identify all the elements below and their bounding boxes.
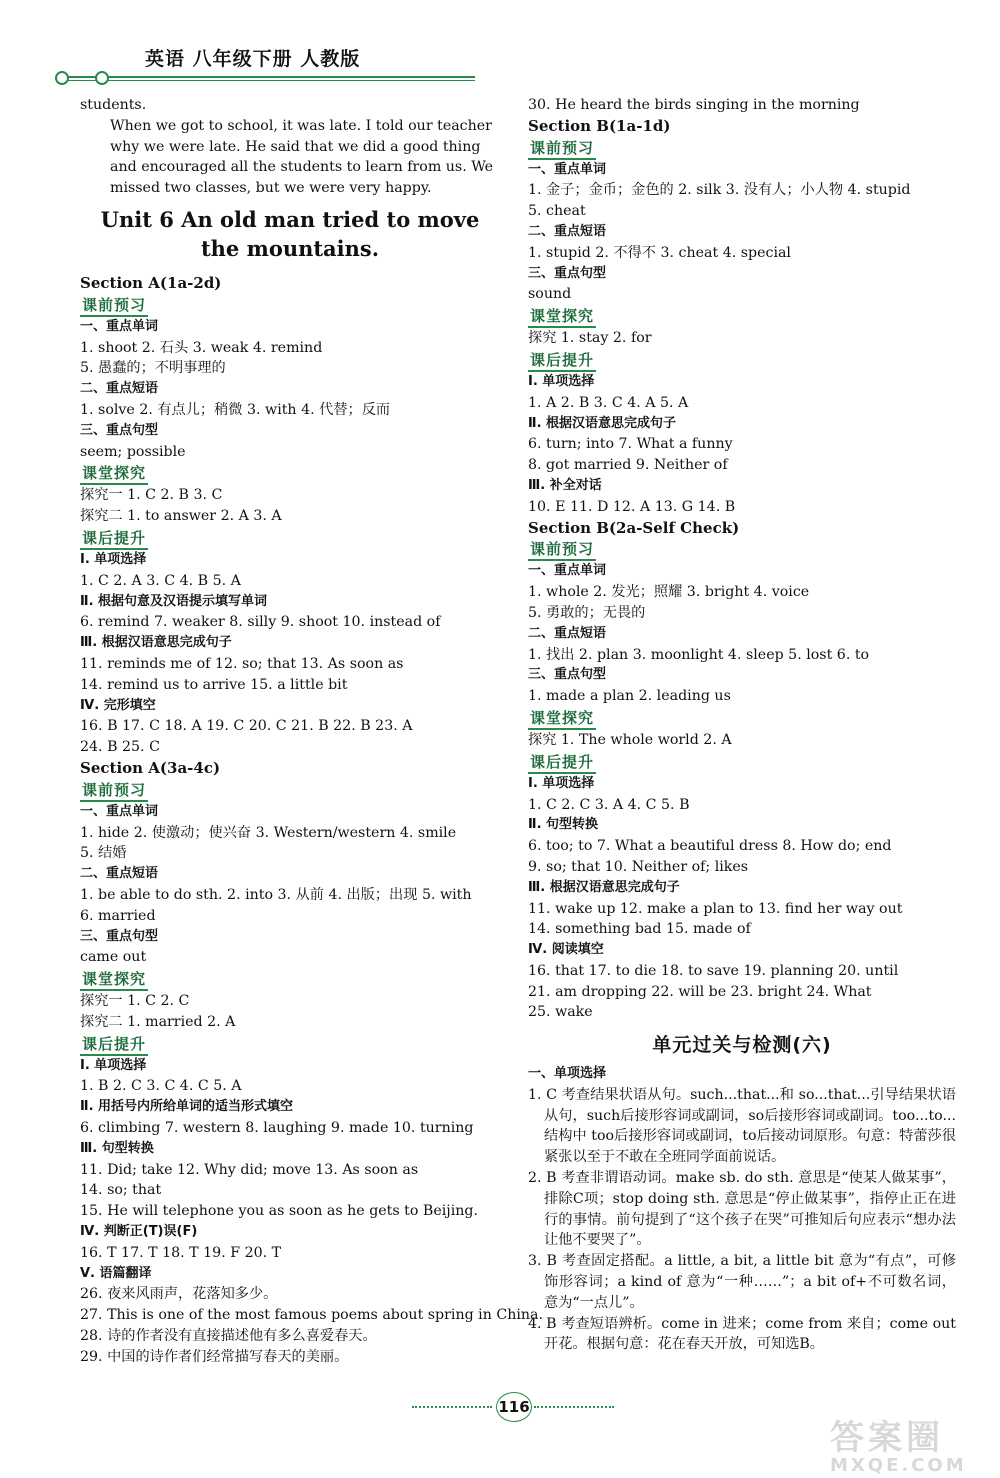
text-line: 10. E 11. D 12. A 13. G 14. B xyxy=(528,498,736,515)
section-tag: 课后提升 xyxy=(80,1035,148,1056)
paragraph: When we got to school, it was late. I told our teacher why we were late. He said that we did a good thing and encouraged all the students to learn from us. We missed two classes, but we were very happy. xyxy=(110,117,494,197)
text-line: 1. A 2. B 3. C 4. A 5. A xyxy=(528,394,689,411)
sub-heading: 一、重点单词 xyxy=(80,318,159,334)
text-line: 28. 诗的作者没有直接描述他有多么喜爱春天。 xyxy=(80,1328,377,1345)
text-line: 5. cheat xyxy=(528,203,586,220)
sub-heading: Ⅱ. 根据句意及汉语提示填写单词 xyxy=(80,593,268,609)
text-line: 探究一 1. C 2. C xyxy=(80,993,190,1010)
text-line: 1. stupid 2. 不得不 3. cheat 4. special xyxy=(528,244,791,261)
sub-heading: 二、重点短语 xyxy=(528,223,607,239)
text-line: 14. so; that xyxy=(80,1182,162,1199)
text-line: 30. He heard the birds singing in the morning xyxy=(528,97,860,113)
dots-left xyxy=(412,1406,492,1408)
sub-heading: Ⅳ. 阅读填空 xyxy=(528,942,604,958)
section-tag: 课前预习 xyxy=(80,296,148,317)
text-line: 探究一 1. C 2. B 3. C xyxy=(80,487,223,504)
tag-row xyxy=(528,349,956,372)
text-line: 1. 找出 2. plan 3. moonlight 4. sleep 5. lost 6. to xyxy=(528,646,870,663)
sub-heading: Ⅰ. 单项选择 xyxy=(80,551,147,567)
section-tag: 课后提升 xyxy=(528,351,596,372)
text-line: 6. too; to 7. What a beautiful dress 8. How do; end xyxy=(528,838,892,855)
text-line: came out xyxy=(80,949,147,966)
watermark-top: 答案圈 xyxy=(830,1418,944,1458)
text-line: 16. T 17. T 18. T 19. F 20. T xyxy=(80,1244,282,1261)
page-header xyxy=(55,44,475,90)
tag-row xyxy=(80,462,500,485)
sub-heading: Ⅰ. 单项选择 xyxy=(528,775,595,791)
text-line: students. xyxy=(80,97,147,113)
section-tag: 课前预习 xyxy=(528,540,596,561)
section-tag: 课后提升 xyxy=(528,753,596,774)
text-line: 24. B 25. C xyxy=(80,739,160,756)
sub-heading: Ⅲ. 句型转换 xyxy=(80,1140,154,1156)
text-line: 1. solve 2. 有点儿；稍微 3. with 4. 代替；反而 xyxy=(80,401,391,418)
page-number-badge xyxy=(412,1390,612,1426)
sub-heading: Ⅱ. 根据汉语意思完成句子 xyxy=(528,415,677,431)
text-line: 1. be able to do sth. 2. into 3. 从前 4. 出版；出现 5. with xyxy=(80,886,472,903)
tag-row xyxy=(528,137,956,160)
sub-heading: 二、重点短语 xyxy=(528,625,607,641)
section-heading: Section A(1a-2d) xyxy=(80,273,222,292)
text-line: 6. climbing 7. western 8. laughing 9. made 10. turning xyxy=(80,1120,474,1137)
sub-heading: 三、重点句型 xyxy=(528,667,607,683)
section-tag: 课堂探究 xyxy=(80,970,148,991)
text-line: 11. wake up 12. make a plan to 13. find her way out xyxy=(528,900,903,917)
tag-row xyxy=(80,968,500,991)
sub-heading: Ⅰ. 单项选择 xyxy=(80,1057,147,1073)
tag-row xyxy=(528,538,956,561)
text-line: 6. remind 7. weaker 8. silly 9. shoot 10. instead of xyxy=(80,614,441,631)
section-heading: Section B(2a-Self Check) xyxy=(528,518,740,537)
answer-explanation: 1. C 考查结果状语从句。such...that...和 so...that...引导结果状语从句，such后接形容词或副词，so后接形容词或副词。too...to...结构中 too后接形容词或副词，to后接动词原形。句意：特蕾莎很紧张以至于不敢在全班同学面前说话。 xyxy=(528,1086,956,1166)
tag-row xyxy=(80,527,500,550)
text-line: sound xyxy=(528,286,572,303)
tag-row xyxy=(528,707,956,730)
header-title: 英语 八年级下册 人教版 xyxy=(145,48,361,70)
sub-heading: 一、单项选择 xyxy=(528,1066,607,1082)
dots-right xyxy=(534,1406,614,1408)
left-column xyxy=(80,95,544,1368)
section-tag: 课堂探究 xyxy=(528,709,596,730)
text-line: 1. whole 2. 发光；照耀 3. bright 4. voice xyxy=(528,584,810,601)
section-heading: Section A(3a-4c) xyxy=(80,758,221,777)
section-tag: 课堂探究 xyxy=(80,464,148,485)
watermark-bottom: MXQE.COM xyxy=(830,1455,967,1476)
sub-heading: Ⅱ. 用括号内所给单词的适当形式填空 xyxy=(80,1099,294,1115)
text-line: 6. turn; into 7. What a funny xyxy=(528,436,733,453)
sub-heading: 三、重点句型 xyxy=(528,265,607,281)
unit-test-title: 单元过关与检测(六) xyxy=(652,1034,832,1057)
section-heading: Section B(1a-1d) xyxy=(528,116,671,135)
tag-row xyxy=(528,305,956,328)
page-number: 116 xyxy=(496,1392,532,1422)
text-line: seem; possible xyxy=(80,443,186,460)
text-line: 5. 勇敢的；无畏的 xyxy=(528,604,646,621)
text-line: 25. wake xyxy=(528,1004,593,1021)
header-circle-icon xyxy=(55,71,69,85)
answer-explanation: 3. B 考查固定搭配。a little, a bit, a little bit 意为“有点”，可修饰形容词；a kind of 意为“一种……”；a bit of+不可数名词，意为“一点儿”。 xyxy=(528,1253,956,1311)
text-line: 1. hide 2. 使激动；使兴奋 3. Western/western 4. smile xyxy=(80,824,457,841)
text-line: 5. 结婚 xyxy=(80,845,127,862)
text-line: 探究 1. The whole world 2. A xyxy=(528,731,732,748)
header-rule-thin xyxy=(65,80,475,81)
sub-heading: Ⅳ. 完形填空 xyxy=(80,697,156,713)
section-tag: 课后提升 xyxy=(80,529,148,550)
sub-heading: Ⅲ. 根据汉语意思完成句子 xyxy=(528,879,680,895)
sub-heading: 一、重点单词 xyxy=(80,803,159,819)
text-line: 6. married xyxy=(80,907,156,924)
text-line: 探究 1. stay 2. for xyxy=(528,330,652,347)
text-line: 27. This is one of the most famous poems about spring in China. xyxy=(80,1307,544,1324)
text-line: 5. 愚蠢的；不明事理的 xyxy=(80,360,226,377)
section-tag: 课堂探究 xyxy=(528,307,596,328)
text-line: 16. that 17. to die 18. to save 19. planning 20. until xyxy=(528,962,899,979)
text-line: 1. 金子；金币；金色的 2. silk 3. 没有人；小人物 4. stupid xyxy=(528,182,911,199)
answer-explanation: 2. B 考查非谓语动词。make sb. do sth. 意思是“使某人做某事”，排除C项；stop doing sth. 意思是“停止做某事”，指停止正在进行的事情。前句提到了“这个孩子在哭”可推知后句应表示“想办法让他不要哭了”。 xyxy=(528,1170,956,1249)
sub-heading: Ⅰ. 单项选择 xyxy=(528,373,595,389)
answer-explanation: 4. B 考查短语辨析。come in 进来；come from 来自；come out 开花。根据句意：花在春天开放，可知选B。 xyxy=(528,1315,956,1353)
text-line: 29. 中国的诗作者们经常描写春天的美丽。 xyxy=(80,1348,349,1365)
text-line: 8. got married 9. Neither of xyxy=(528,457,728,474)
sub-heading: 一、重点单词 xyxy=(528,161,607,177)
sub-heading: 二、重点短语 xyxy=(80,866,159,882)
section-tag: 课前预习 xyxy=(528,139,596,160)
sub-heading: 三、重点句型 xyxy=(80,928,159,944)
text-line: 1. C 2. A 3. C 4. B 5. A xyxy=(80,572,241,589)
text-line: 14. something bad 15. made of xyxy=(528,921,751,938)
section-tag: 课前预习 xyxy=(80,781,148,802)
tag-row xyxy=(80,1033,500,1056)
sub-heading: Ⅲ. 补全对话 xyxy=(528,477,602,493)
sub-heading: Ⅳ. 判断正(T)误(F) xyxy=(80,1224,198,1240)
watermark-logo xyxy=(830,1410,990,1476)
text-line: 14. remind us to arrive 15. a little bit xyxy=(80,676,348,693)
right-column xyxy=(528,95,956,1355)
sub-heading: Ⅱ. 句型转换 xyxy=(528,817,599,833)
tag-row xyxy=(80,294,500,317)
header-rule xyxy=(65,76,475,78)
sub-heading: 一、重点单词 xyxy=(528,563,607,579)
text-line: 1. C 2. C 3. A 4. C 5. B xyxy=(528,796,690,813)
sub-heading: 二、重点短语 xyxy=(80,381,159,397)
tag-row xyxy=(80,779,500,802)
text-line: 1. made a plan 2. leading us xyxy=(528,688,731,705)
text-line: 16. B 17. C 18. A 19. C 20. C 21. B 22. B 23. A xyxy=(80,718,413,735)
text-line: 1. B 2. C 3. C 4. C 5. A xyxy=(80,1078,242,1095)
header-circle-icon xyxy=(95,71,109,85)
sub-heading: Ⅴ. 语篇翻译 xyxy=(80,1265,152,1281)
unit-title: Unit 6 An old man tried to move the mountains. xyxy=(100,206,480,261)
text-line: 26. 夜来风雨声，花落知多少。 xyxy=(80,1286,278,1303)
text-line: 探究二 1. to answer 2. A 3. A xyxy=(80,508,282,525)
text-line: 21. am dropping 22. will be 23. bright 24. What xyxy=(528,983,872,1000)
text-line: 15. He will telephone you as soon as he gets to Beijing. xyxy=(80,1203,478,1220)
text-line: 11. Did; take 12. Why did; move 13. As soon as xyxy=(80,1161,419,1178)
text-line: 1. shoot 2. 石头 3. weak 4. remind xyxy=(80,339,323,356)
sub-heading: Ⅲ. 根据汉语意思完成句子 xyxy=(80,635,232,651)
text-line: 探究二 1. married 2. A xyxy=(80,1013,236,1030)
text-line: 9. so; that 10. Neither of; likes xyxy=(528,858,749,875)
text-line: 11. reminds me of 12. so; that 13. As soon as xyxy=(80,655,404,672)
tag-row xyxy=(528,751,956,774)
sub-heading: 三、重点句型 xyxy=(80,422,159,438)
